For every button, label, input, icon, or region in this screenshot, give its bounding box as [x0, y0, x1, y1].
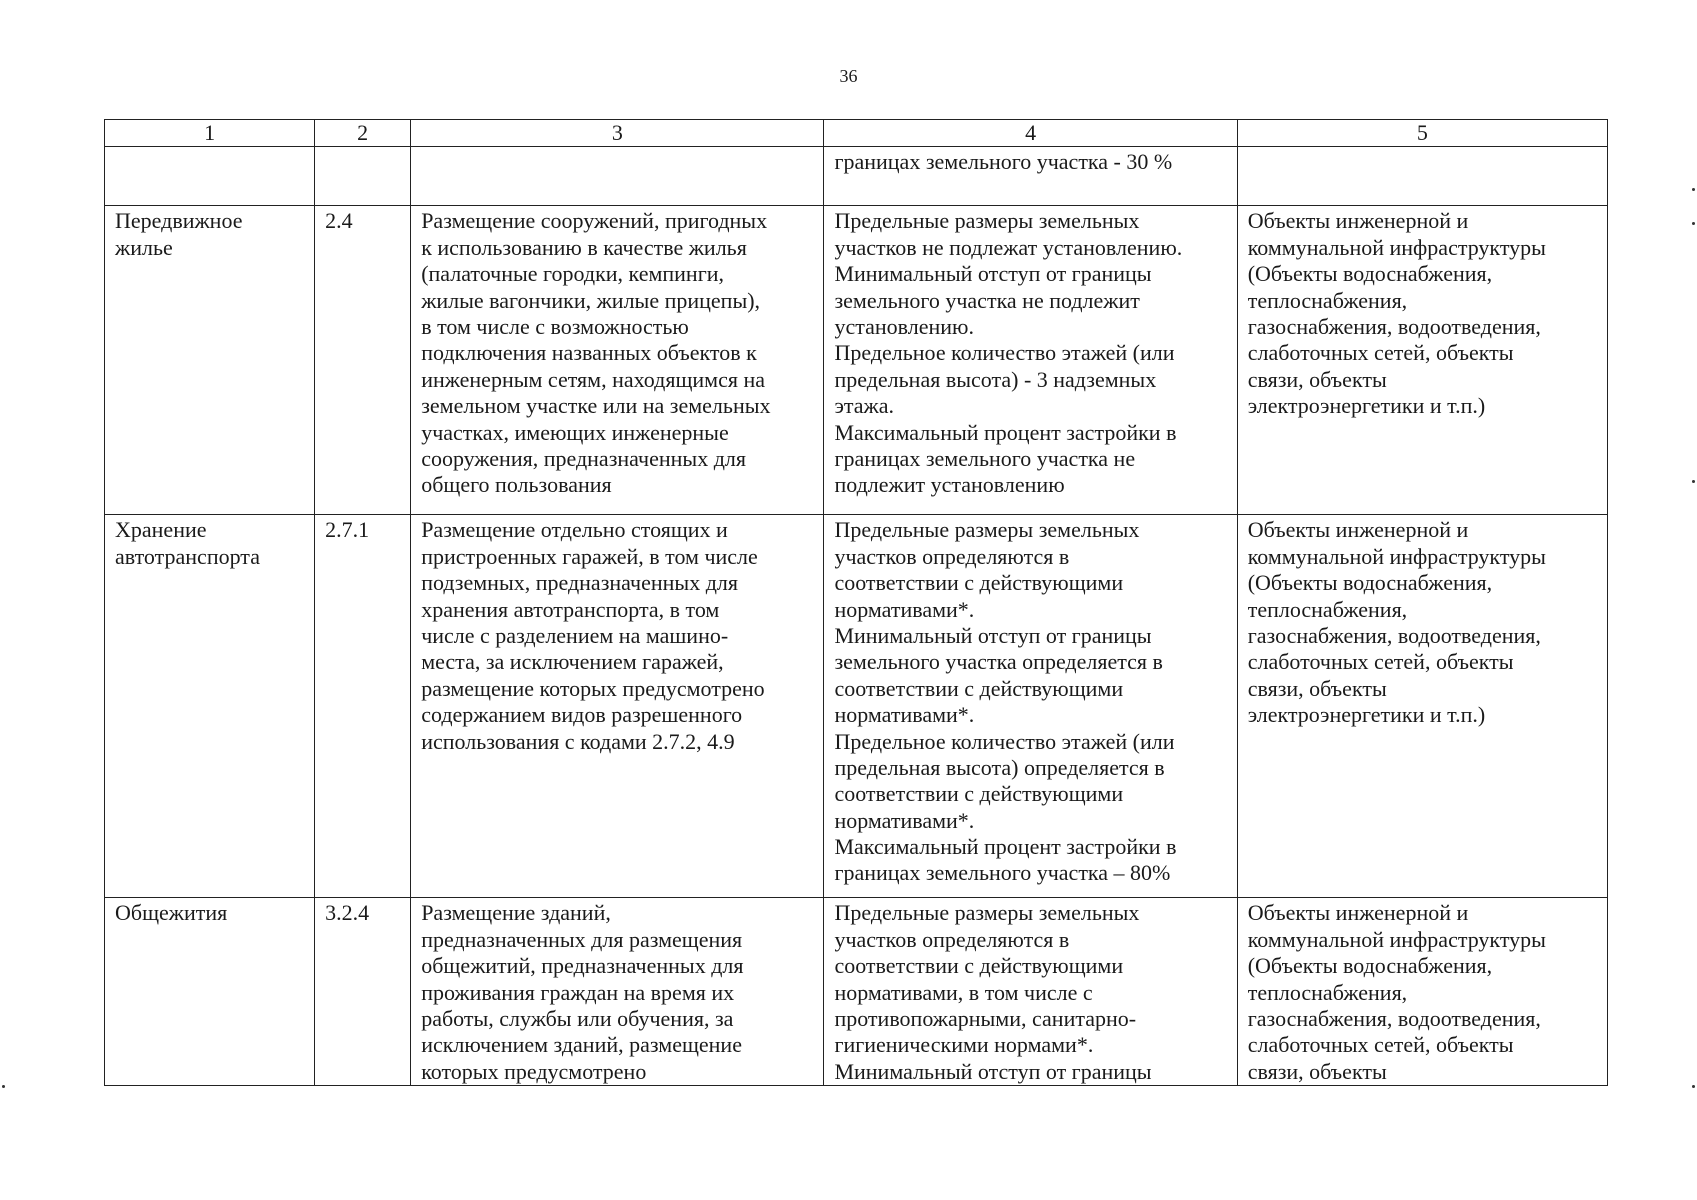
cell-text-line: Хранение [115, 517, 207, 543]
cell-text-line: связи, объекты [1247, 1058, 1387, 1084]
cell-text-line: связи, объекты [1247, 366, 1387, 392]
cell-text-line: соответствии с действующими [834, 675, 1124, 701]
table-cell [105, 147, 315, 206]
parameters-cell [824, 898, 1237, 1086]
scan-speck [2, 1085, 5, 1088]
cell-text-line: Предельные размеры земельных [834, 517, 1140, 543]
use-description-cell [411, 898, 824, 1086]
header-cell-4: 4 [824, 120, 1237, 147]
use-name-cell [105, 898, 315, 1086]
cell-text-line: Объекты инженерной и [1247, 900, 1469, 926]
table-row [105, 515, 1608, 898]
cell-text-line: предназначенных для размещения [421, 926, 743, 952]
cell-text-line: автотранспорта [115, 543, 260, 569]
cell-text-line: слаботочных сетей, объекты [1247, 649, 1514, 675]
use-name-cell [105, 515, 315, 898]
parameters-cell [824, 515, 1237, 898]
cell-text-line: проживания граждан на время их [421, 979, 735, 1005]
page-number: 36 [839, 66, 858, 86]
cell-text-line: Максимальный процент застройки в [834, 834, 1177, 860]
cell-text-line: Предельное количество этажей (или [834, 728, 1175, 754]
use-name-cell [105, 206, 315, 515]
cell-text-line: связи, объекты [1247, 675, 1387, 701]
cell-text-line: газоснабжения, водоотведения, [1247, 313, 1541, 339]
cell-text-line: Размещение отдельно стоящих и [421, 517, 728, 543]
auxiliary-uses-cell [1237, 898, 1607, 1086]
cell-text-line: слаботочных сетей, объекты [1247, 340, 1514, 366]
cell-text-line: Предельные размеры земельных [834, 900, 1140, 926]
cell-text-line: сооружения, предназначенных для [421, 445, 746, 471]
cell-text-line: 2.7.1 [325, 517, 370, 543]
use-code-cell [315, 898, 411, 1086]
cell-text-line: места, за исключением гаражей, [421, 649, 724, 675]
cell-text-line: Предельные размеры земельных [834, 208, 1140, 234]
cell-text-line: соответствии с действующими [834, 570, 1124, 596]
table-row [105, 206, 1608, 515]
scan-speck [1692, 188, 1695, 191]
cell-text-line: Минимальный отступ от границы [834, 1058, 1152, 1084]
cell-text-line: нормативами, в том числе с [834, 979, 1093, 1005]
parameters-cell [824, 206, 1237, 515]
header-cell-5: 5 [1237, 120, 1607, 147]
cell-text-line: предельная высота) определяется в [834, 754, 1165, 780]
cell-text-line: (палаточные городки, кемпинги, [421, 261, 724, 287]
cell-text-line: использования с кодами 2.7.2, 4.9 [421, 728, 735, 754]
cell-text-line: содержанием видов разрешенного [421, 702, 743, 728]
table-cell [411, 147, 824, 206]
header-cell-3: 3 [411, 120, 824, 147]
continuation-row [105, 147, 1608, 206]
cell-text-line: коммунальной инфраструктуры [1247, 926, 1546, 952]
cell-text-line: электроэнергетики и т.п.) [1247, 393, 1486, 419]
cell-text-line: подключения названных объектов к [421, 340, 757, 366]
cell-text-line: земельном участке или на земельных [421, 393, 771, 419]
header-cell-1: 1 [105, 120, 315, 147]
regulations-table [104, 119, 1608, 1086]
cell-text-line: коммунальной инфраструктуры [1247, 234, 1546, 260]
cell-text-line: инженерным сетям, находящимся на [421, 366, 766, 392]
cell-text-line: участках, имеющих инженерные [421, 419, 729, 445]
cell-text-line: Объекты инженерной и [1247, 517, 1469, 543]
cell-text-line: участков определяются в [834, 543, 1070, 569]
cell-text-line: соответствии с действующими [834, 781, 1124, 807]
cell-text-line: исключением зданий, размещение [421, 1032, 742, 1058]
cell-text-line: жилые вагончики, жилые прицепы), [421, 287, 761, 313]
cell-text-line: подземных, предназначенных для [421, 570, 738, 596]
cell-text-line: размещение которых предусмотрено [421, 675, 765, 701]
use-description-cell [411, 515, 824, 898]
cell-text-line: нормативами*. [834, 807, 975, 833]
cell-text-line: теплоснабжения, [1247, 979, 1408, 1005]
table-cell [1237, 147, 1607, 206]
header-cell-2: 2 [315, 120, 411, 147]
cell-text-line: теплоснабжения, [1247, 596, 1408, 622]
cell-text-line: Размещение сооружений, пригодных [421, 208, 768, 234]
use-description-cell [411, 206, 824, 515]
cell-text-line: (Объекты водоснабжения, [1247, 261, 1493, 287]
cell-text-line: подлежит установлению [834, 472, 1065, 498]
table-row [105, 898, 1608, 1086]
cell-text-line: газоснабжения, водоотведения, [1247, 1005, 1541, 1031]
cell-text-line: которых предусмотрено [421, 1058, 647, 1084]
cell-text-line: работы, службы или обучения, за [421, 1005, 734, 1031]
cell-text-line: земельного участка не подлежит [834, 287, 1140, 313]
cell-text-line: общего пользования [421, 472, 612, 498]
cell-text-line: нормативами*. [834, 596, 975, 622]
cell-text-line: Размещение зданий, [421, 900, 611, 926]
cell-text-line: к использованию в качестве жилья [421, 234, 747, 260]
cell-text-line: Передвижное [115, 208, 243, 234]
cell-text-line: числе с разделением на машино- [421, 622, 729, 648]
header-row [105, 120, 1608, 147]
cell-text-line: в том числе с возможностью [421, 313, 689, 339]
auxiliary-uses-cell [1237, 515, 1607, 898]
cell-text-line: газоснабжения, водоотведения, [1247, 622, 1541, 648]
cell-text-line: границах земельного участка не [834, 445, 1136, 471]
cell-text-line: соответствии с действующими [834, 953, 1124, 979]
cell-text-line: участков определяются в [834, 926, 1070, 952]
cell-text-line: (Объекты водоснабжения, [1247, 570, 1493, 596]
table-cell [824, 147, 1237, 206]
scan-speck [1692, 1085, 1695, 1088]
cell-text-line: жилье [115, 234, 173, 260]
cell-text-line: Максимальный процент застройки в [834, 419, 1177, 445]
cell-text-line: границах земельного участка - 30 % [834, 149, 1173, 175]
cell-text-line: нормативами*. [834, 702, 975, 728]
cell-text-line: 3.2.4 [325, 900, 370, 926]
cell-text-line: хранения автотранспорта, в том [421, 596, 720, 622]
cell-text-line: Минимальный отступ от границы [834, 622, 1152, 648]
cell-text-line: границах земельного участка – 80% [834, 860, 1171, 886]
cell-text-line: противопожарными, санитарно- [834, 1005, 1137, 1031]
cell-text-line: пристроенных гаражей, в том числе [421, 543, 758, 569]
scan-speck [1692, 480, 1695, 483]
table-cell [315, 147, 411, 206]
cell-text-line: этажа. [834, 393, 895, 419]
cell-text-line: установлению. [834, 313, 974, 339]
cell-text-line: общежитий, предназначенных для [421, 953, 744, 979]
cell-text-line: электроэнергетики и т.п.) [1247, 702, 1486, 728]
cell-text-line: слаботочных сетей, объекты [1247, 1032, 1514, 1058]
cell-text-line: участков не подлежат установлению. [834, 234, 1183, 260]
cell-text-line: коммунальной инфраструктуры [1247, 543, 1546, 569]
use-code-cell [315, 515, 411, 898]
scan-speck [1692, 222, 1695, 225]
cell-text-line: теплоснабжения, [1247, 287, 1408, 313]
cell-text-line: Минимальный отступ от границы [834, 261, 1152, 287]
cell-text-line: Объекты инженерной и [1247, 208, 1469, 234]
cell-text-line: гигиеническими нормами*. [834, 1032, 1094, 1058]
cell-text-line: предельная высота) - 3 надземных [834, 366, 1157, 392]
cell-text-line: Предельное количество этажей (или [834, 340, 1175, 366]
auxiliary-uses-cell [1237, 206, 1607, 515]
cell-text-line: Общежития [115, 900, 228, 926]
cell-text-line: 2.4 [325, 208, 353, 234]
use-code-cell [315, 206, 411, 515]
cell-text-line: земельного участка определяется в [834, 649, 1163, 675]
cell-text-line: (Объекты водоснабжения, [1247, 953, 1493, 979]
